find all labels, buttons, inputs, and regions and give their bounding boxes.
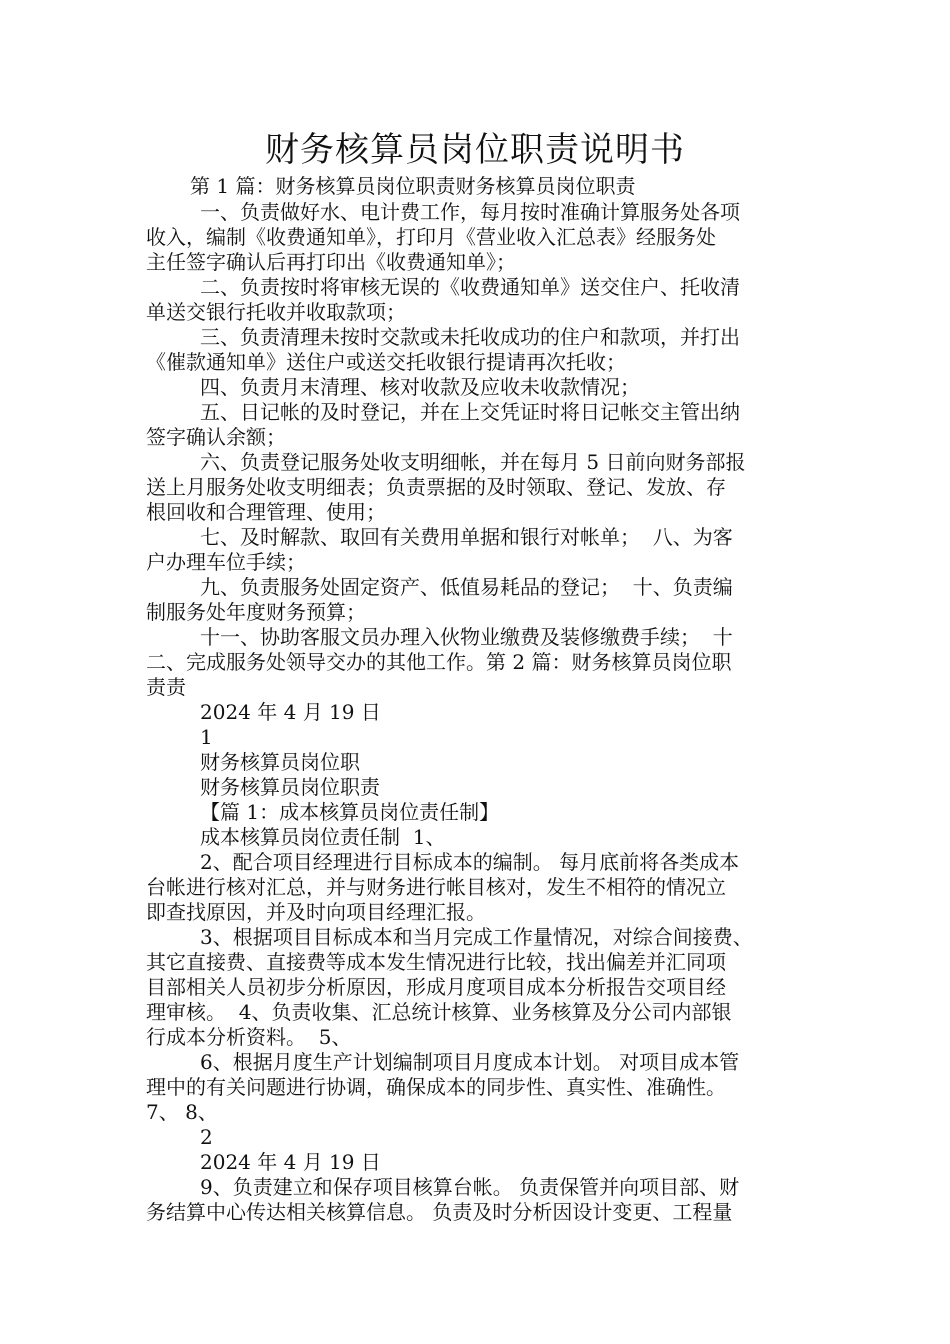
text-line: 即查找原因，并及时向项目经理汇报。 [146, 900, 486, 924]
text-line: 单送交银行托收并收取款项； [146, 300, 406, 324]
text-line: 责责 [146, 675, 186, 699]
text-line: 七、及时解款、取回有关费用单据和银行对帐单； 八、为客 [200, 525, 733, 549]
text-line: 收入，编制《收费通知单》，打印月《营业收入汇总表》经服务处 [146, 225, 716, 249]
text-line: 1 [200, 725, 213, 749]
text-line: 一、负责做好水、电计费工作，每月按时准确计算服务处各项 [200, 200, 740, 224]
text-line: 【篇 1：成本核算员岗位责任制】 [200, 800, 500, 824]
text-line: 7、 8、 [146, 1100, 218, 1124]
text-line: 理审核。 4、负责收集、汇总统计核算、业务核算及分公司内部银 [146, 1000, 732, 1024]
text-line: 2、配合项目经理进行目标成本的编制。 每月底前将各类成本 [200, 850, 740, 874]
text-line: 主任签字确认后再打印出《收费通知单》； [146, 250, 516, 274]
text-line: 3、根据项目目标成本和当月完成工作量情况，对综合间接费、 [200, 925, 753, 949]
text-line: 其它直接费、直接费等成本发生情况进行比较，找出偏差并汇同项 [146, 950, 726, 974]
text-line: 三、负责清理未按时交款或未托收成功的住户和款项，并打出 [200, 325, 740, 349]
text-line: 台帐进行核对汇总，并与财务进行帐目核对，发生不相符的情况立 [146, 875, 726, 899]
text-line: 财务核算员岗位职 [200, 750, 360, 774]
text-line: 签字确认余额； [146, 425, 286, 449]
text-line: 财务核算员岗位职责 [200, 775, 380, 799]
text-line: 第 1 篇：财务核算员岗位职责财务核算员岗位职责 [190, 174, 636, 198]
text-line: 行成本分析资料。 5、 [146, 1025, 352, 1049]
text-line: 二、完成服务处领导交办的其他工作。第 2 篇：财务核算员岗位职 [146, 650, 732, 674]
text-line: 根回收和合理管理、使用； [146, 500, 386, 524]
text-line: 成本核算员岗位责任制 1、 [200, 825, 446, 849]
text-line: 送上月服务处收支明细表；负责票据的及时领取、登记、发放、存 [146, 475, 726, 499]
text-line: 四、负责月末清理、核对收款及应收未收款情况； [200, 375, 640, 399]
text-line: 2024 年 4 月 19 日 [200, 1150, 381, 1174]
text-line: 户办理车位手续； [146, 550, 306, 574]
text-line: 理中的有关问题进行协调，确保成本的同步性、真实性、准确性。 [146, 1075, 726, 1099]
text-line: 目部相关人员初步分析原因，形成月度项目成本分析报告交项目经 [146, 975, 726, 999]
text-line: 务结算中心传达相关核算信息。 负责及时分析因设计变更、工程量 [146, 1200, 733, 1224]
text-line: 六、负责登记服务处收支明细帐，并在每月 5 日前向财务部报 [200, 450, 746, 474]
text-line: 6、根据月度生产计划编制项目月度成本计划。 对项目成本管 [200, 1050, 740, 1074]
text-line: 十一、协助客服文员办理入伙物业缴费及装修缴费手续； 十 [200, 625, 733, 649]
text-line: 2024 年 4 月 19 日 [200, 700, 381, 724]
text-line: 制服务处年度财务预算； [146, 600, 366, 624]
text-line: 2 [200, 1125, 213, 1149]
document-title: 财务核算员岗位职责说明书 [265, 130, 685, 170]
text-line: 二、负责按时将审核无误的《收费通知单》送交住户、托收清 [200, 275, 740, 299]
text-line: 九、负责服务处固定资产、低值易耗品的登记； 十、负责编 [200, 575, 733, 599]
text-line: 《催款通知单》送住户或送交托收银行提请再次托收； [146, 350, 626, 374]
text-line: 9、负责建立和保存项目核算台帐。 负责保管并向项目部、财 [200, 1175, 740, 1199]
text-line: 五、日记帐的及时登记，并在上交凭证时将日记帐交主管出纳 [200, 400, 740, 424]
